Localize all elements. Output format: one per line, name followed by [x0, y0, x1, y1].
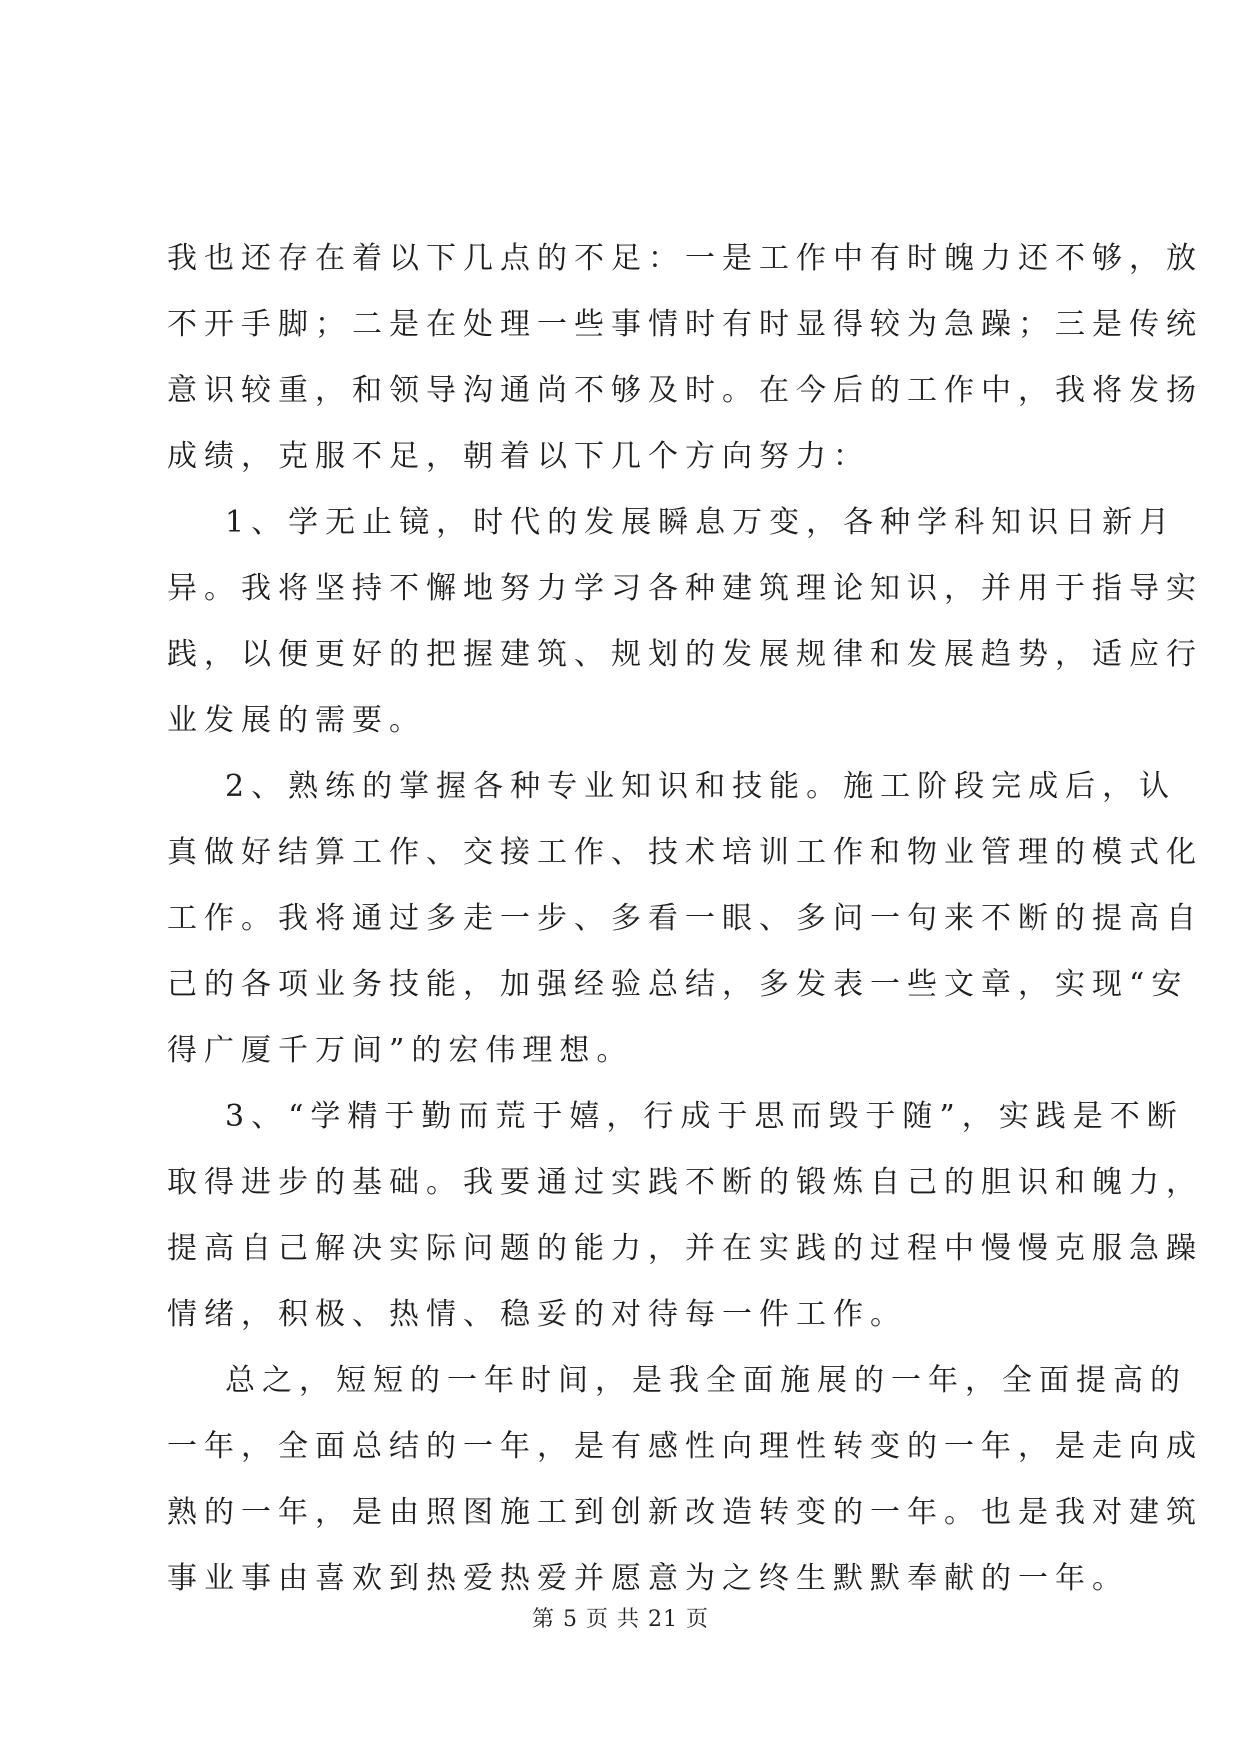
text-line: 提高自己解决实际问题的能力，并在实践的过程中慢慢克服急躁: [167, 1231, 1203, 1266]
text-line: 不开手脚；二是在处理一些事情时有时显得较为急躁；三是传统: [167, 307, 1203, 342]
text-line: 践，以便更好的把握建筑、规划的发展规律和发展趋势，适应行: [167, 637, 1203, 672]
text-line: 一年，全面总结的一年，是有感性向理性转变的一年，是走向成: [167, 1429, 1203, 1464]
text-line: 1、学无止镜，时代的发展瞬息万变，各种学科知识日新月: [225, 505, 1177, 540]
page-footer: 第 5 页 共 21 页: [532, 1607, 709, 1632]
text-line: 工作。我将通过多走一步、多看一眼、多问一句来不断的提高自: [167, 901, 1203, 936]
text-line: 总之，短短的一年时间，是我全面施展的一年，全面提高的: [225, 1363, 1187, 1398]
text-line: 得广厦千万间”的宏伟理想。: [167, 1033, 634, 1068]
text-line: 3、“学精于勤而荒于嬉，行成于思而毁于随”，实践是不断: [225, 1099, 1184, 1134]
text-line: 真做好结算工作、交接工作、技术培训工作和物业管理的模式化: [167, 835, 1203, 870]
text-line: 熟的一年，是由照图施工到创新改造转变的一年。也是我对建筑: [167, 1495, 1203, 1530]
text-line: 意识较重，和领导沟通尚不够及时。在今后的工作中，我将发扬: [167, 373, 1203, 408]
text-line: 业发展的需要。: [167, 703, 426, 738]
text-line: 事业事由喜欢到热爱热爱并愿意为之终生默默奉献的一年。: [167, 1561, 1129, 1596]
text-line: 取得进步的基础。我要通过实践不断的锻炼自己的胆识和魄力，: [167, 1165, 1203, 1200]
text-line: 情绪，积极、热情、稳妥的对待每一件工作。: [167, 1297, 907, 1332]
document-body: [167, 226, 1203, 1612]
text-line: 异。我将坚持不懈地努力学习各种建筑理论知识，并用于指导实: [167, 571, 1203, 606]
text-line: 2、熟练的掌握各种专业知识和技能。施工阶段完成后，认: [225, 769, 1177, 804]
text-line: 己的各项业务技能，加强经验总结，多发表一些文章，实现“安: [167, 967, 1189, 1002]
text-line: 成绩，克服不足，朝着以下几个方向努力：: [167, 439, 870, 474]
text-line: 我也还存在着以下几点的不足：一是工作中有时魄力还不够，放: [167, 241, 1203, 276]
